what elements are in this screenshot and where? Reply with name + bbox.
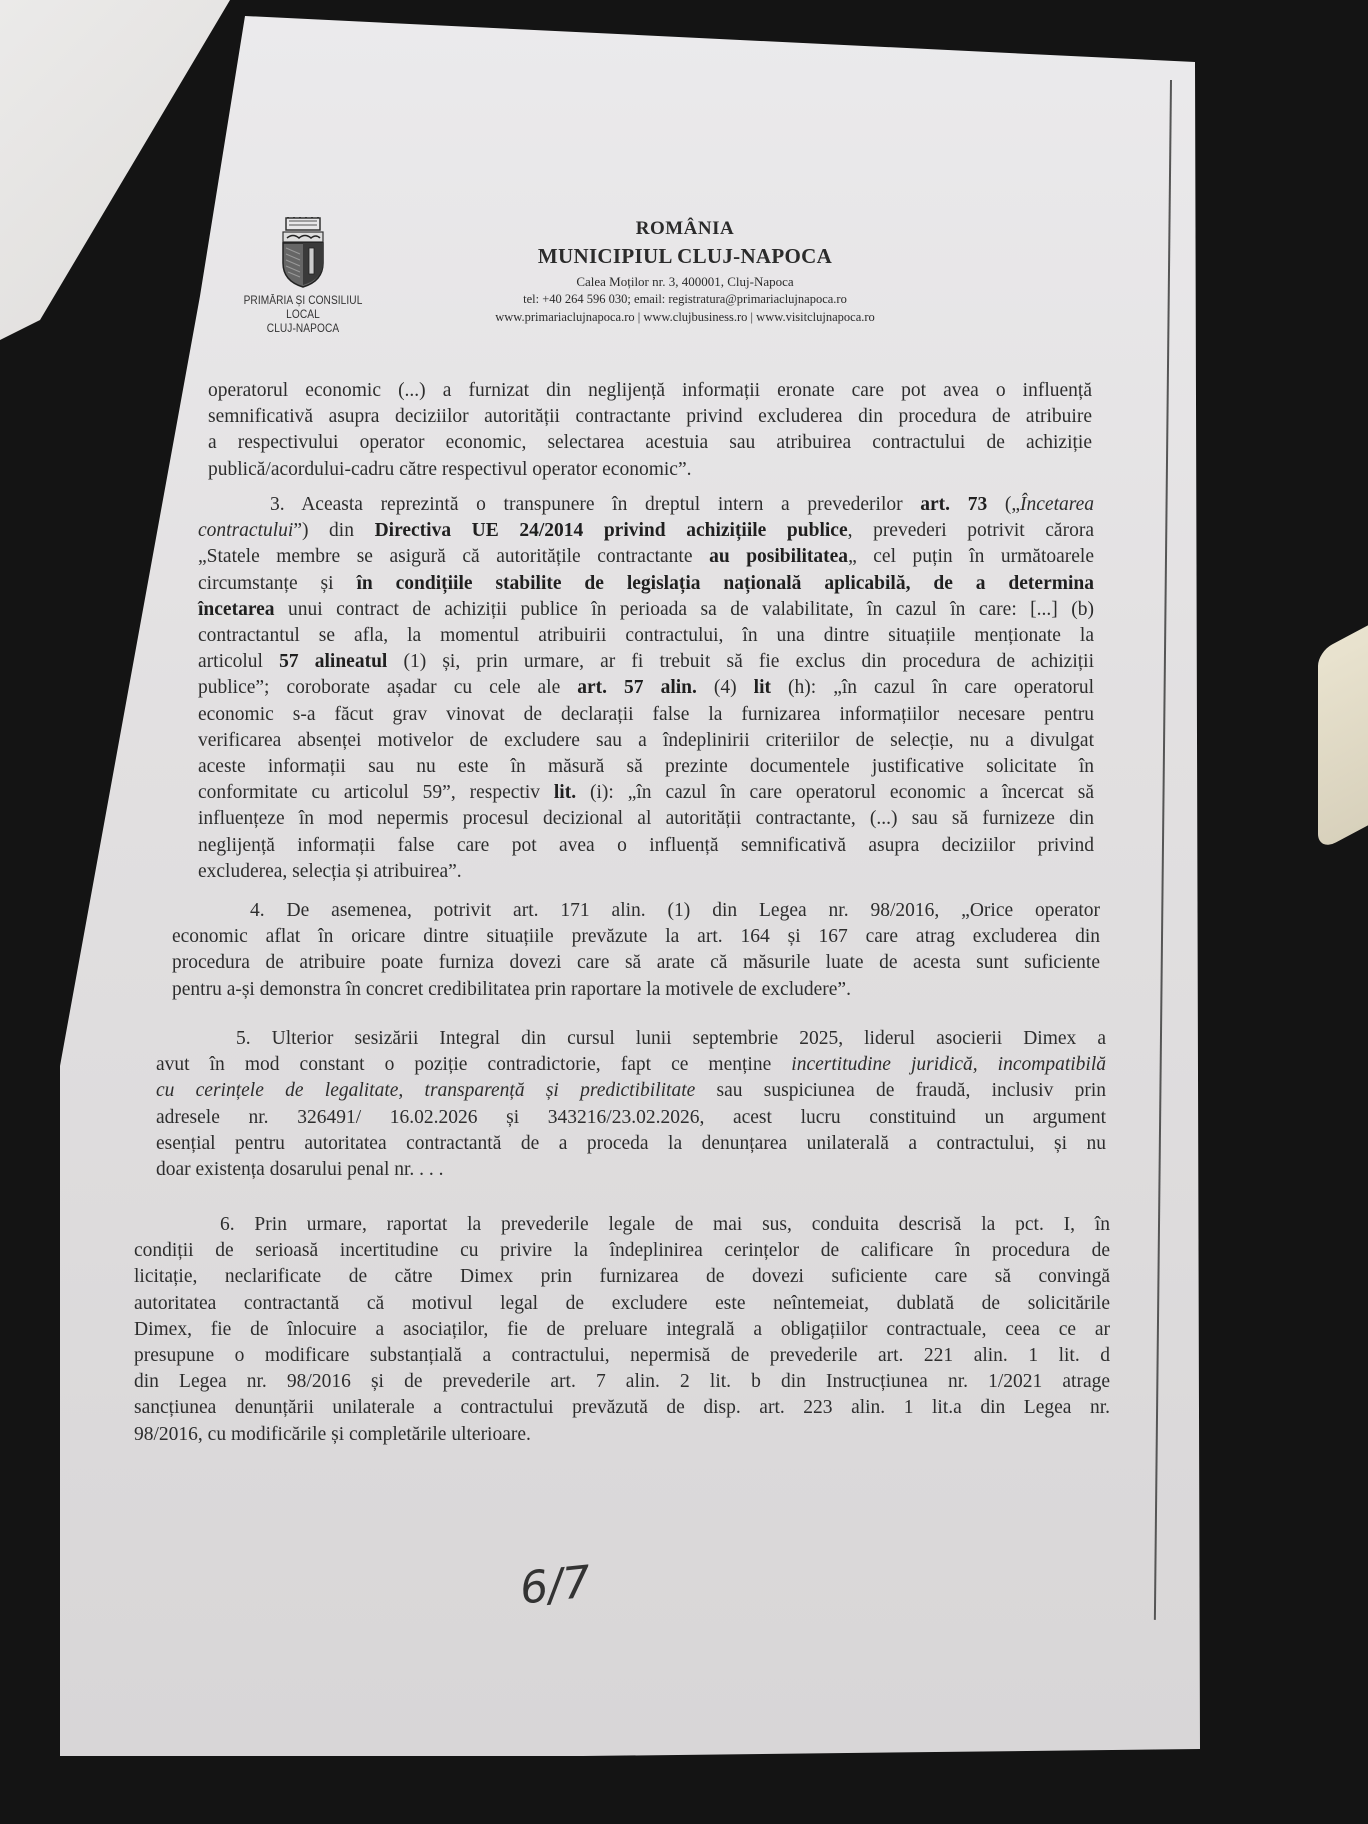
emphasis: în condițiile stabilite de legislația națională aplicabilă, de a determina: [356, 572, 1094, 594]
text-line: presupune o modificare substanțială a contractului, nepermisă de prevederile art. 221 alin. 1 lit. d: [134, 1345, 1110, 1367]
text-segment: (i): „în cazul în care operatorul economic a încercat să: [576, 782, 1094, 804]
quoted-title: Încetarea: [1020, 494, 1095, 515]
text-segment: „Statele membre se asigură că autoritățile contractante: [198, 546, 710, 568]
text-line: [198, 780, 1094, 806]
text-line: sancțiunea denunțării unilaterale a contractului prevăzută de disp. art. 223 alin. 1 lit.a din Legea nr.: [134, 1397, 1110, 1419]
text-segment: unui contract de achiziții publice în perioada sa de valabilitate, în cazul în care: [...] (b): [274, 598, 1094, 620]
text-line: Dimex, fie de înlocuire a asociaților, fie de preluare integrală a obligațiilor contractuale, ceea ce ar: [134, 1318, 1110, 1340]
text-line: esențial pentru autoritatea contractantă de a proceda la denunțarea unilaterală a contractului, și nu: [156, 1132, 1106, 1154]
header-address: Calea Moților nr. 3, 400001, Cluj-Napoca: [576, 274, 794, 289]
reference-art-73: art. 73: [920, 494, 988, 515]
text-line: a respectivului operator economic, selectarea acestuia sau atribuirea contractului de achiziție: [208, 432, 1092, 454]
text-line: [198, 492, 1094, 518]
coat-of-arms-icon: [280, 216, 326, 288]
text-line: [198, 544, 1094, 570]
text-line: [198, 649, 1094, 675]
italic-phrase: cu cerințele de legalitate, transparență și predictibilitate: [156, 1080, 696, 1102]
text-line: economic s-a făcut grav vinovat de declarații false la furnizarea informațiilor necesare pentru: [198, 703, 1094, 725]
text-line: 6. Prin urmare, raportat la prevederile legale de mai sus, conduita descrisă la pct. I, în: [220, 1214, 1110, 1235]
text-line: economic aflat în oricare dintre situațiile prevăzute la art. 164 și 167 care atrag excluderea din: [172, 926, 1100, 948]
text-line: 98/2016, cu modificările și completările ulterioare.: [134, 1423, 531, 1445]
text-line: neglijență informații false care pot avea o influență semnificativă asupra deciziilor privind: [198, 834, 1094, 856]
text-line: licitație, neclarificate de către Dimex prin furnizarea de dovezi suficiente care să convingă: [134, 1266, 1110, 1288]
institution-caption: [228, 294, 378, 336]
text-line: din Legea nr. 98/2016 și de prevederile art. 7 alin. 2 lit. b din Instrucțiunea nr. 1/2021 atrage: [134, 1371, 1110, 1393]
text-line: contractantul se afla, la momentul atribuirii contractului, în una dintre situațiile menționate la: [198, 625, 1094, 647]
text-line: 4. De asemenea, potrivit art. 171 alin. (1) din Legea nr. 98/2016, „Orice operator: [250, 900, 1100, 921]
text-line: [156, 1052, 1106, 1078]
header-municipality: MUNICIPIUL CLUJ-NAPOCA: [537, 244, 833, 268]
text-segment: („: [987, 494, 1021, 515]
text-line: influențeze în mod nepermis procesul decizional al autorității contractante, (...) sau să furnizeze din: [198, 808, 1094, 830]
text-segment: „ cel puțin în următoarele: [848, 546, 1095, 568]
italic-phrase: incertitudine juridică, incompatibilă: [791, 1054, 1106, 1076]
text-line: [198, 597, 1094, 623]
paragraph-intro-continuation: [208, 378, 1092, 483]
text-line: aceste informații sau nu este în măsură să prezinte documentele justificative solicitate în: [198, 756, 1094, 778]
text-segment: 3. Aceasta reprezintă o transpunere în dreptul intern a prevederilor: [270, 494, 921, 515]
text-segment: publice”; coroborate așadar cu cele ale: [198, 677, 578, 699]
text-segment: (4): [696, 677, 754, 699]
emphasis: lit.: [553, 782, 577, 804]
text-segment: articolul: [198, 651, 280, 673]
text-line: [198, 675, 1094, 701]
quoted-title: contractului: [198, 520, 294, 542]
text-line: excluderea, selecția și atribuirea”.: [198, 860, 462, 882]
emphasis: art. 57 alin.: [577, 677, 697, 699]
emphasis: 57 alineatul: [279, 651, 388, 673]
text-segment: ”) din: [293, 520, 375, 542]
text-line: [156, 1078, 1106, 1104]
emphasis: au posibilitatea: [709, 546, 849, 568]
text-segment: circumstanțe și: [198, 572, 357, 594]
text-line: pentru a-și demonstra în concret credibilitatea prin raportare la motivele de excludere”.: [172, 978, 851, 1000]
paragraph-3: [198, 492, 1094, 885]
text-segment: , prevederi potrivit cărora: [847, 520, 1094, 542]
text-line: verificarea absenței motivelor de excludere sau a îndeplinirii criteriilor de selecție, nu a divulgat: [198, 729, 1094, 751]
paragraph-4: [172, 898, 1100, 1003]
text-line: operatorul economic (...) a furnizat din neglijență informații eronate care pot avea o influență: [208, 380, 1092, 401]
handwritten-page-number: 6/7: [517, 1556, 594, 1615]
paragraph-5: [156, 1026, 1106, 1183]
text-line: doar existența dosarului penal nr. . . .: [156, 1159, 444, 1181]
text-line: semnificativă asupra deciziilor autorității contractante privind excluderea din procedura de atribuire: [208, 406, 1092, 428]
header-contact: tel: +40 264 596 030; email: registratura@primariaclujnapoca.ro: [523, 292, 847, 306]
paragraph-6: [134, 1212, 1110, 1448]
text-line: procedura de atribuire poate furniza dovezi care să arate că măsurile luate de acesta sunt suficiente: [172, 952, 1100, 974]
text-line: publică/acordului-cadru către respectivul operator economic”.: [208, 458, 692, 480]
emphasis: încetarea: [198, 598, 275, 620]
emphasis: lit: [753, 677, 772, 699]
text-line: 5. Ulterior sesizării Integral din cursul lunii septembrie 2025, liderul asocierii Dimex a: [236, 1028, 1106, 1049]
text-segment: (1) și, prin urmare, ar fi trebuit să fie exclus din procedura de achiziții: [387, 651, 1094, 673]
text-segment: sau suspiciunea de fraudă, inclusiv prin: [695, 1080, 1106, 1102]
reference-directive: Directiva UE 24/2014 privind achizițiile publice: [374, 520, 848, 542]
institution-name: PRIMĂRIA ȘI CONSILIUL LOCAL: [243, 295, 363, 321]
text-line: adresele nr. 326491/ 16.02.2026 și 343216/23.02.2026, acest lucru constituind un argument: [156, 1106, 1106, 1128]
text-line: condiții de serioasă incertitudine cu privire la îndeplinirea cerințelor de calificare în procedura de: [134, 1240, 1110, 1262]
text-line: autoritatea contractantă că motivul legal de excludere este neîntemeiat, dublată de solicitările: [134, 1292, 1110, 1314]
header-country: ROMÂNIA: [635, 218, 735, 239]
institution-city: CLUJ-NAPOCA: [266, 323, 340, 335]
text-segment: (h): „în cazul în care operatorul: [771, 677, 1094, 699]
header-websites: www.primariaclujnapoca.ro | www.clujbusiness.ro | www.visitclujnapoca.ro: [495, 310, 875, 324]
text-line: [198, 518, 1094, 544]
text-segment: conformitate cu articolul 59”, respectiv: [198, 782, 554, 804]
text-segment: avut în mod constant o poziție contradictorie, fapt ce menține: [156, 1054, 792, 1076]
text-line: [198, 571, 1094, 597]
